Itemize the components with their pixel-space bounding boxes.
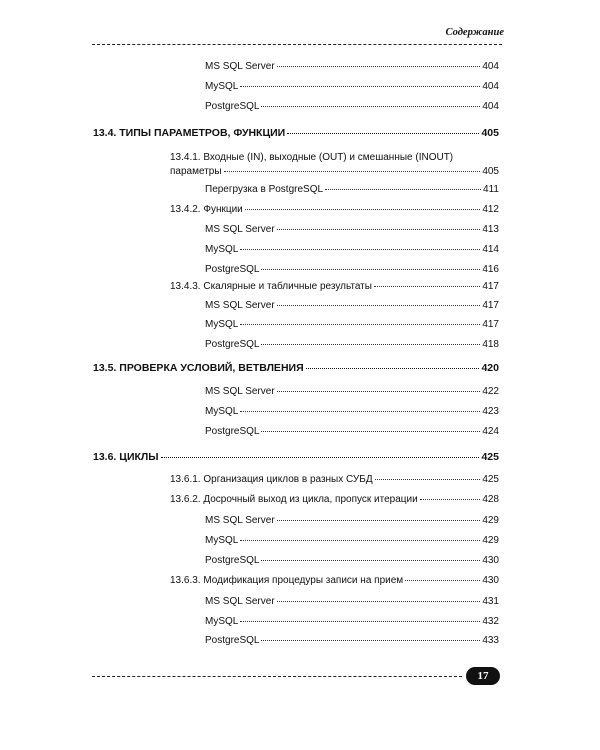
toc-entry[interactable] (205, 385, 499, 399)
leader-dots (277, 391, 481, 392)
leader-dots (261, 560, 480, 561)
toc-entry-label: 13.6.2. Досрочный выход из цикла, пропуск итерации (170, 494, 418, 505)
toc-entry-page: 417 (482, 300, 499, 311)
toc-entry-label: MySQL (205, 244, 239, 255)
toc-entry-page: 413 (482, 224, 499, 235)
leader-dots (261, 640, 480, 641)
toc-entry-label: MS SQL Server (205, 515, 275, 526)
leader-dots (325, 189, 481, 190)
toc-entry[interactable] (205, 223, 499, 237)
toc-entry-page: 433 (482, 635, 499, 646)
leader-dots (261, 269, 480, 270)
toc-entry-page: 425 (481, 451, 499, 463)
toc-entry[interactable] (205, 299, 499, 313)
leader-dots (261, 431, 480, 432)
toc-entry-label: MySQL (205, 81, 239, 92)
leader-dots (277, 66, 481, 67)
toc-entry[interactable] (205, 100, 499, 114)
toc-entry-label: 13.6.3. Модификация процедуры записи на прием (170, 575, 404, 586)
leader-dots (287, 133, 479, 134)
leader-dots (240, 324, 480, 325)
toc-entry-page: 405 (482, 166, 499, 177)
toc-entry[interactable] (205, 554, 499, 568)
toc-entry[interactable] (205, 595, 499, 609)
toc-entry[interactable] (205, 60, 499, 74)
toc-entry-label: 13.4.3. Скалярные и табличные результаты (170, 281, 372, 292)
toc-entry-page: 416 (482, 264, 499, 275)
leader-dots (240, 411, 480, 412)
toc-entry-label: MySQL (205, 406, 239, 417)
toc-entry-label: 13.6. ЦИКЛЫ (93, 451, 159, 463)
toc-entry[interactable] (205, 534, 499, 548)
toc-entry[interactable] (170, 203, 499, 217)
toc-entry-page: 425 (482, 474, 499, 485)
toc-entry-label: MySQL (205, 616, 239, 627)
toc-entry[interactable] (205, 425, 499, 439)
toc-section-entry[interactable] (93, 126, 499, 140)
toc-entry-label: PostgreSQL (205, 264, 260, 275)
toc-entry-page: 411 (483, 184, 499, 195)
leader-dots (240, 540, 480, 541)
toc-entry-page: 423 (482, 406, 499, 417)
toc-entry-label: MS SQL Server (205, 300, 275, 311)
page-number-badge: 17 (466, 667, 500, 685)
toc-entry-page: 417 (482, 281, 499, 292)
toc-entry-label-continued: параметры (170, 166, 222, 177)
toc-section-entry[interactable] (93, 450, 499, 464)
toc-entry-label: 13.4.1. Входные (IN), выходные (OUT) и смешанные (INOUT) (170, 152, 454, 163)
toc-entry[interactable] (205, 514, 499, 528)
toc-entry-label: MySQL (205, 535, 239, 546)
leader-dots (277, 601, 481, 602)
toc-entry[interactable] (170, 280, 499, 294)
toc-entry-page: 418 (482, 339, 499, 350)
toc-entry-page: 430 (482, 555, 499, 566)
leader-dots (375, 479, 481, 480)
leader-dots (420, 499, 481, 500)
toc-entry-continuation (170, 165, 499, 179)
toc-entry-page: 429 (482, 515, 499, 526)
toc-entry-label: Перегрузка в PostgreSQL (205, 184, 324, 195)
leader-dots (277, 305, 481, 306)
toc-entry[interactable] (205, 243, 499, 257)
toc-entry-page: 417 (482, 319, 499, 330)
toc-entry[interactable] (170, 574, 499, 588)
toc-entry-label: MS SQL Server (205, 386, 275, 397)
toc-entry[interactable] (205, 263, 499, 277)
leader-dots (374, 286, 480, 287)
toc-section-entry[interactable] (93, 361, 499, 375)
toc-entry-page: 404 (482, 101, 499, 112)
leader-dots (261, 106, 480, 107)
leader-dots (306, 368, 480, 369)
toc-entry-label: 13.5. ПРОВЕРКА УСЛОВИЙ, ВЕТВЛЕНИЯ (93, 362, 304, 374)
toc-entry-page: 432 (482, 616, 499, 627)
toc-entry-page: 431 (482, 596, 499, 607)
toc-entry-page: 424 (482, 426, 499, 437)
toc-entry-label: 13.6.1. Организация циклов в разных СУБД (170, 474, 373, 485)
toc-entry[interactable] (205, 405, 499, 419)
toc-entry[interactable] (205, 615, 499, 629)
toc-entry-page: 420 (481, 362, 499, 374)
toc-entry-label: MySQL (205, 319, 239, 330)
toc-entry-page: 414 (482, 244, 499, 255)
toc-entry-label: PostgreSQL (205, 555, 260, 566)
toc-entry-label: PostgreSQL (205, 426, 260, 437)
running-header-title: Содержание (445, 27, 504, 38)
toc-entry-page: 429 (482, 535, 499, 546)
footer-rule (92, 676, 462, 677)
toc-entry-page: 428 (482, 494, 499, 505)
leader-dots (245, 209, 481, 210)
leader-dots (261, 344, 480, 345)
leader-dots (240, 621, 480, 622)
toc-entry-label: PostgreSQL (205, 635, 260, 646)
toc-entry-page: 430 (482, 575, 499, 586)
toc-entry-page: 405 (481, 127, 499, 139)
toc-entry-label: 13.4. ТИПЫ ПАРАМЕТРОВ, ФУНКЦИИ (93, 127, 286, 139)
toc-entry[interactable] (205, 318, 499, 332)
leader-dots (224, 171, 481, 172)
toc-entry[interactable] (205, 183, 499, 197)
toc-entry-page: 404 (482, 81, 499, 92)
toc-entry[interactable] (170, 493, 499, 507)
leader-dots (277, 229, 481, 230)
toc-entry[interactable] (170, 151, 499, 179)
toc-entry-page: 422 (482, 386, 499, 397)
header-rule (92, 44, 502, 45)
toc-entry-label: MS SQL Server (205, 224, 275, 235)
leader-dots (161, 457, 480, 458)
toc-entry-label: PostgreSQL (205, 339, 260, 350)
leader-dots (405, 580, 480, 581)
toc-entry-label: MS SQL Server (205, 61, 275, 72)
toc-entry-label: MS SQL Server (205, 596, 275, 607)
toc-entry[interactable] (205, 338, 499, 352)
toc-entry[interactable] (205, 634, 499, 648)
leader-dots (240, 249, 480, 250)
leader-dots (277, 520, 481, 521)
toc-entry-page: 404 (482, 61, 499, 72)
toc-entry[interactable] (170, 473, 499, 487)
toc-entry[interactable] (205, 80, 499, 94)
toc-entry-label: 13.4.2. Функции (170, 204, 243, 215)
toc-entry-label: PostgreSQL (205, 101, 260, 112)
toc-entry-page: 412 (482, 204, 499, 215)
leader-dots (240, 86, 480, 87)
